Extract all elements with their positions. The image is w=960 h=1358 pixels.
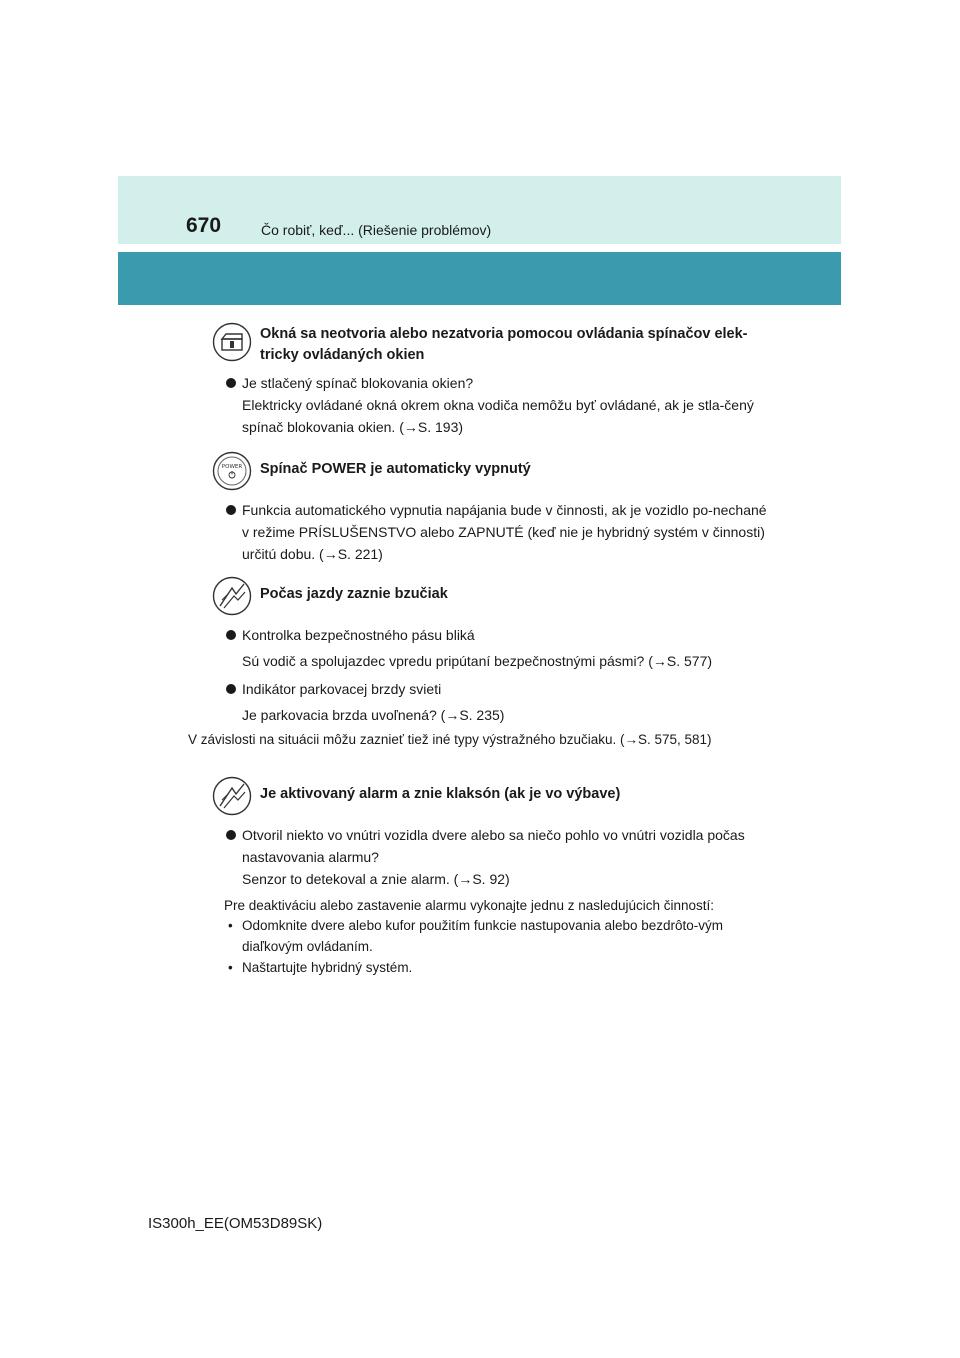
list-item-text: Odomknite dvere alebo kufor použitím funkcie nastupovania alebo bezdrôto-vým diaľkovým ovládaním. — [242, 918, 724, 954]
list-item — [210, 824, 770, 868]
section-title-bar — [118, 252, 841, 305]
list-item — [210, 499, 770, 565]
section-title: Je aktivovaný alarm a znie klaksón (ak je vo výbave) — [260, 786, 621, 802]
section-power-switch — [210, 451, 770, 565]
dot-marker: • — [228, 918, 233, 933]
bullet-text: Indikátor parkovacej brzdy svieti — [242, 681, 442, 697]
section-title: Počas jazdy zaznie bzučiak — [260, 586, 448, 602]
section-buzzer — [188, 576, 770, 749]
section-window-switch — [210, 322, 770, 438]
section-header — [210, 576, 770, 618]
bullet-icon — [226, 830, 236, 840]
window-switch-icon — [212, 322, 252, 362]
list-item — [210, 372, 770, 394]
page-number: 670 — [186, 214, 222, 237]
list-item — [210, 957, 770, 978]
power-icon-label: POWER — [221, 464, 243, 470]
list-item — [210, 624, 770, 646]
bullet-detail: Senzor to detekoval a znie alarm. (→S. 92) — [242, 871, 510, 887]
section-title: Spínač POWER je automaticky vypnutý — [260, 461, 531, 477]
bullet-icon — [226, 505, 236, 515]
footer-code: IS300h_EE(OM53D89SK) — [148, 1215, 323, 1232]
bullet-text: Funkcia automatického vypnutia napájania bude v činnosti, ak je vozidlo po-nechané v režime PRÍSLUŠENSTVO alebo ZAPNUTÉ (keď nie je hybridný systém v činnosti) určitú dobu. (→S. 221) — [242, 502, 767, 562]
warning-buzzer-icon — [212, 576, 252, 616]
bullet-detail: Je parkovacia brzda uvoľnená? (→S. 235) — [242, 707, 505, 723]
bullet-icon — [226, 684, 236, 694]
dot-marker: • — [228, 960, 233, 975]
note-text: Pre deaktiváciu alebo zastavenie alarmu vykonajte jednu z nasledujúcich činností: — [224, 898, 715, 913]
section-header — [210, 451, 770, 493]
running-title: Čo robiť, keď... (Riešenie problémov) — [261, 222, 492, 238]
list-item-text: Naštartujte hybridný systém. — [242, 960, 413, 975]
bullet-text: Otvoril niekto vo vnútri vozidla dvere alebo sa niečo pohlo vo vnútri vozidla počas nastavovania alarmu? — [242, 827, 745, 865]
section-header — [210, 322, 770, 366]
bullet-detail: Elektricky ovládané okná okrem okna vodiča nemôžu byť ovládané, ak je stla-čený spínač blokovania okien. (→S. 193) — [242, 397, 754, 435]
list-item — [210, 915, 770, 957]
bullet-text: Kontrolka bezpečnostného pásu bliká — [242, 627, 475, 643]
bullet-detail: Sú vodič a spolujazdec vpredu pripútaní bezpečnostnými pásmi? (→S. 577) — [242, 653, 713, 669]
section-title: Okná sa neotvoria alebo nezatvoria pomocou ovládania spínačov elek-tricky ovládaných okien — [260, 326, 748, 363]
power-button-icon — [212, 451, 252, 491]
bullet-icon — [226, 630, 236, 640]
bullet-icon — [226, 378, 236, 388]
section-header — [210, 776, 770, 818]
list-item — [210, 678, 770, 700]
bullet-text: Je stlačený spínač blokovania okien? — [242, 375, 474, 391]
note-text: V závislosti na situácii môžu zaznieť tiež iné typy výstražného bzučiaku. (→S. 575, 581) — [188, 732, 712, 747]
section-alarm — [210, 776, 770, 978]
alarm-horn-icon — [212, 776, 252, 816]
